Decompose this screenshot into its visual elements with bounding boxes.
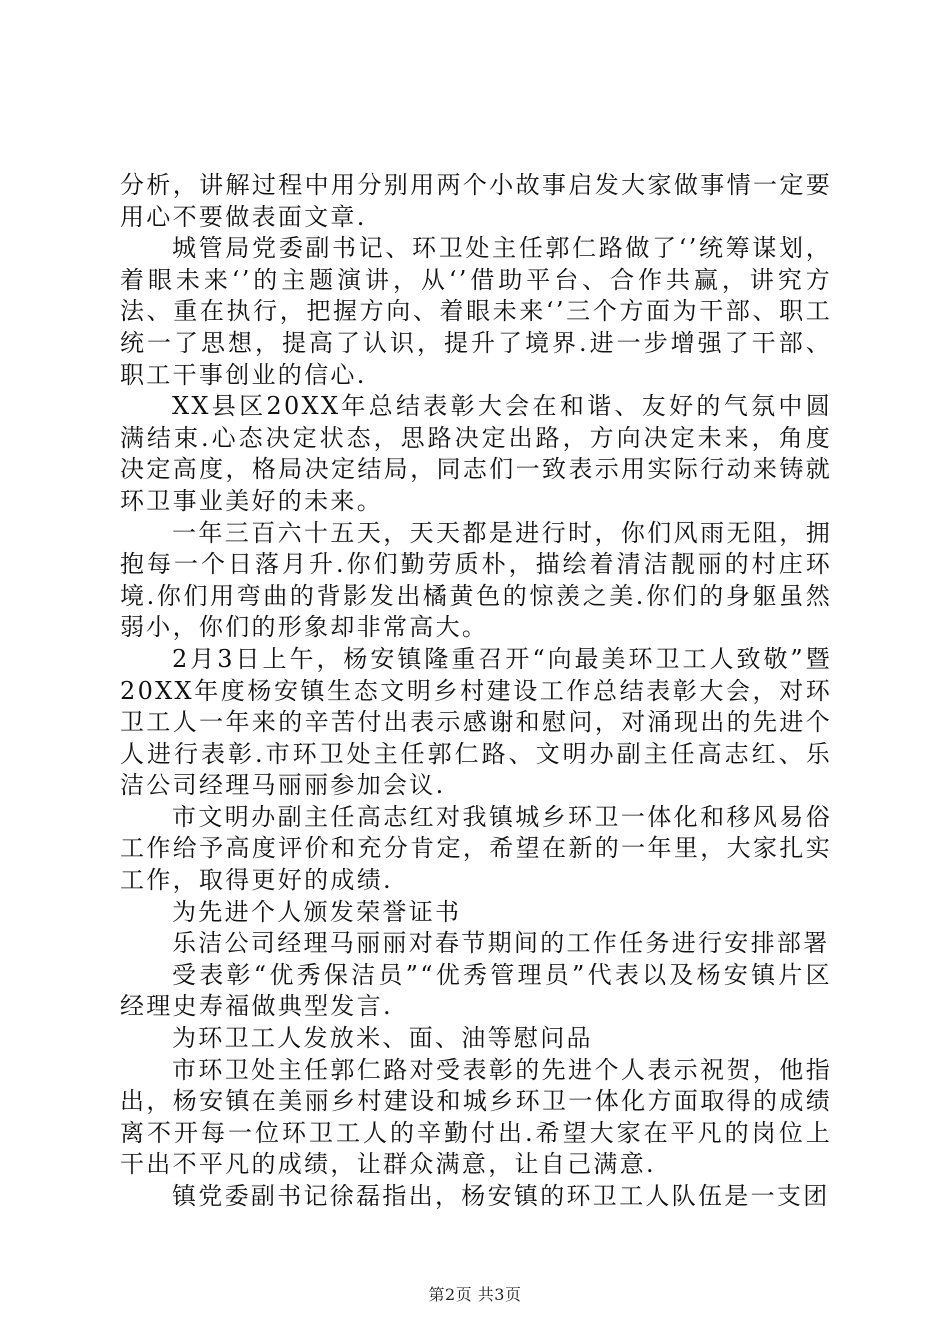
page-number-footer: 第2页 共3页	[428, 1285, 522, 1304]
paragraph: 受表彰“优秀保洁员”“优秀管理员”代表以及杨安镇片区经理史寿福做典型发言.	[120, 960, 832, 1021]
paragraph: 为环卫工人发放米、面、油等慰问品	[172, 1024, 593, 1053]
paragraph: 分析，讲解过程中用分别用两个小故事启发大家做事情一定要用心不要做表面文章.	[120, 171, 832, 231]
paragraph: 镇党委副书记徐磊指出，杨安镇的环卫工人队伍是一支团	[172, 1182, 830, 1210]
document-body	[120, 170, 832, 1213]
paragraph: 为先进个人颁发荣誉证书	[172, 897, 462, 926]
paragraph: 市文明办副主任高志红对我镇城乡环卫一体化和移风易俗工作给予高度评价和充分肯定，希望在新的一年里，大家扎实工作，取得更好的成绩.	[120, 802, 832, 895]
paragraph: 乐洁公司经理马丽丽对春节期间的工作任务进行安排部署	[172, 929, 830, 958]
paragraph: 城管局党委副书记、环卫处主任郭仁路做了‘’统筹谋划，着眼未来‘’的主题演讲，从‘’借助平台、合作共赢，讲究方法、重在执行，把握方向、着眼未来‘’三个方面为干部、职工统一了思想，提高了认识，提升了境界.进一步增强了干部、职工干事创业的信心.	[120, 234, 832, 389]
paragraph: XX县区20XX年总结表彰大会在和谐、友好的气氛中圆满结束.心态决定状态，思路决定出路，方向决定未来，角度决定高度，格局决定结局，同志们一致表示用实际行动来铸就环卫事业美好的未来。	[120, 392, 832, 515]
paragraph: 2月3日上午，杨安镇隆重召开“向最美环卫工人致敬”暨20XX年度杨安镇生态文明乡村建设工作总结表彰大会，对环卫工人一年来的辛苦付出表示感谢和慰问，对涌现出的先进个人进行表彰.市环卫处主任郭仁路、文明办副主任高志红、乐洁公司经理马丽丽参加会议.	[120, 644, 832, 800]
paragraph: 市环卫处主任郭仁路对受表彰的先进个人表示祝贺，他指出，杨安镇在美丽乡村建设和城乡环卫一体化方面取得的成绩离不开每一位环卫工人的辛勤付出.希望大家在平凡的岗位上干出不平凡的成绩，让群众满意，让自己满意.	[120, 1055, 832, 1179]
paragraph: 一年三百六十五天，天天都是进行时，你们风雨无阻，拥抱每一个日落月升.你们勤劳质朴，描绘着清洁靓丽的村庄环境.你们用弯曲的背影发出橘黄色的惊羡之美.你们的身躯虽然弱小，你们的形象却非常高大。	[120, 518, 832, 642]
